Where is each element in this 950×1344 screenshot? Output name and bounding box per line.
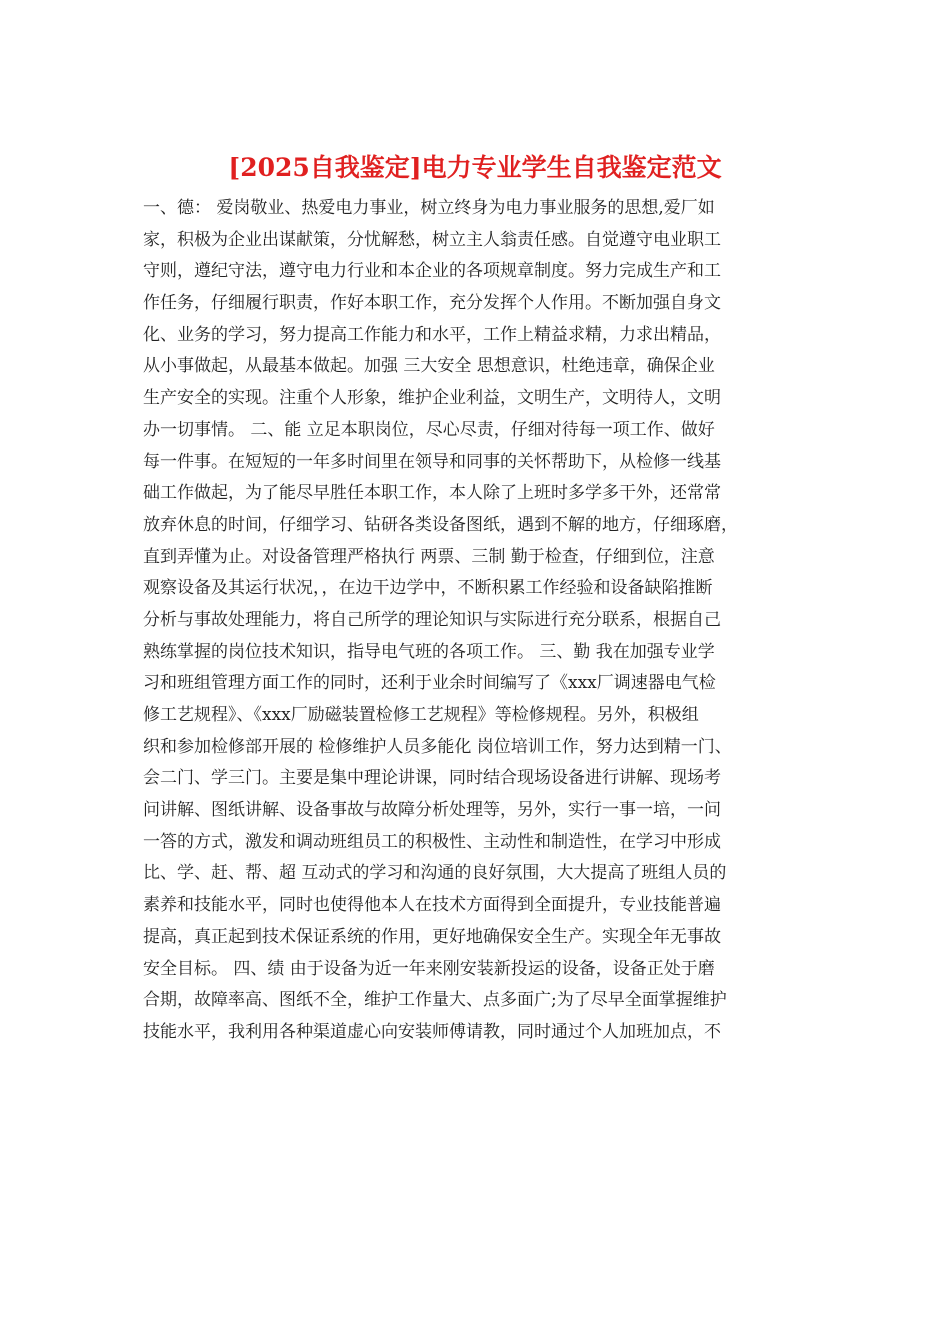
body-line: 守则，遵纪守法，遵守电力行业和本企业的各项规章制度。努力完成生产和工 bbox=[143, 261, 721, 282]
body-line: 每一件事。在短短的一年多时间里在领导和同事的关怀帮助下，从检修一线基 bbox=[143, 451, 721, 472]
body-line: 修工艺规程》、《xxx厂励磁装置检修工艺规程》等检修规程。另外，积极组 bbox=[143, 705, 699, 725]
body-line: 家，积极为企业出谋献策，分忧解愁，树立主人翁责任感。自觉遵守电业职工 bbox=[143, 229, 721, 250]
document-title: [2025自我鉴定]电力专业学生自我鉴定范文 bbox=[228, 153, 722, 182]
body-line: 合期，故障率高、图纸不全，维护工作量大、点多面广;为了尽早全面掌握维护 bbox=[143, 990, 727, 1011]
body-line: 生产安全的实现。注重个人形象，维护企业利益，文明生产，文明待人，文明 bbox=[143, 388, 721, 409]
body-line: 织和参加检修部开展的 检修维护人员多能化 岗位培训工作，努力达到精一门、 bbox=[143, 736, 732, 757]
document-body bbox=[143, 193, 803, 1049]
body-line: 提高，真正起到技术保证系统的作用，更好地确保安全生产。实现全年无事故 bbox=[143, 926, 721, 947]
body-line: 一答的方式，激发和调动班组员工的积极性、主动性和制造性，在学习中形成 bbox=[143, 831, 721, 852]
body-line: 直到弄懂为止。对设备管理严格执行 两票、三制 勤于检查，仔细到位，注意 bbox=[143, 546, 715, 567]
body-line: 分析与事故处理能力，将自己所学的理论知识与实际进行充分联系，根据自己 bbox=[143, 609, 721, 630]
body-line: 会二门、学三门。主要是集中理论讲课，同时结合现场设备进行讲解、现场考 bbox=[143, 768, 721, 789]
body-line: 作任务，仔细履行职责，作好本职工作，充分发挥个人作用。不断加强自身文 bbox=[143, 293, 721, 314]
body-line: 从小事做起，从最基本做起。加强 三大安全 思想意识，杜绝违章，确保企业 bbox=[143, 356, 715, 377]
body-line: 习和班组管理方面工作的同时，还利于业余时间编写了《xxx厂调速器电气检 bbox=[143, 673, 716, 694]
body-line: 础工作做起，为了能尽早胜任本职工作，本人除了上班时多学多干外，还常常 bbox=[143, 483, 721, 504]
body-line: 安全目标。 四、绩 由于设备为近一年来刚安装新投运的设备，设备正处于磨 bbox=[143, 958, 715, 979]
body-line: 一、德： 爱岗敬业、热爱电力事业，树立终身为电力事业服务的思想,爱厂如 bbox=[143, 198, 715, 218]
body-line: 技能水平，我利用各种渠道虚心向安装师傅请教，同时通过个人加班加点，不 bbox=[143, 1021, 721, 1042]
body-line: 比、学、赶、帮、超 互动式的学习和沟通的良好氛围，大大提高了班组人员的 bbox=[143, 863, 727, 884]
body-line: 观察设备及其运行状况，，在边干边学中，不断积累工作经验和设备缺陷推断 bbox=[143, 578, 713, 599]
body-line: 素养和技能水平，同时也使得他本人在技术方面得到全面提升，专业技能普遍 bbox=[143, 895, 721, 916]
body-line: 化、业务的学习，努力提高工作能力和水平，工作上精益求精，力求出精品， bbox=[143, 324, 721, 345]
body-line: 办一切事情。 二、能 立足本职岗位，尽心尽责，仔细对待每一项工作、做好 bbox=[143, 419, 715, 440]
body-line: 熟练掌握的岗位技术知识，指导电气班的各项工作。 三、勤 我在加强专业学 bbox=[143, 641, 715, 662]
body-line: 问讲解、图纸讲解、设备事故与故障分析处理等，另外，实行一事一培，一问 bbox=[143, 800, 721, 821]
body-line: 放弃休息的时间，仔细学习、钻研各类设备图纸，遇到不解的地方，仔细琢磨， bbox=[143, 514, 738, 535]
